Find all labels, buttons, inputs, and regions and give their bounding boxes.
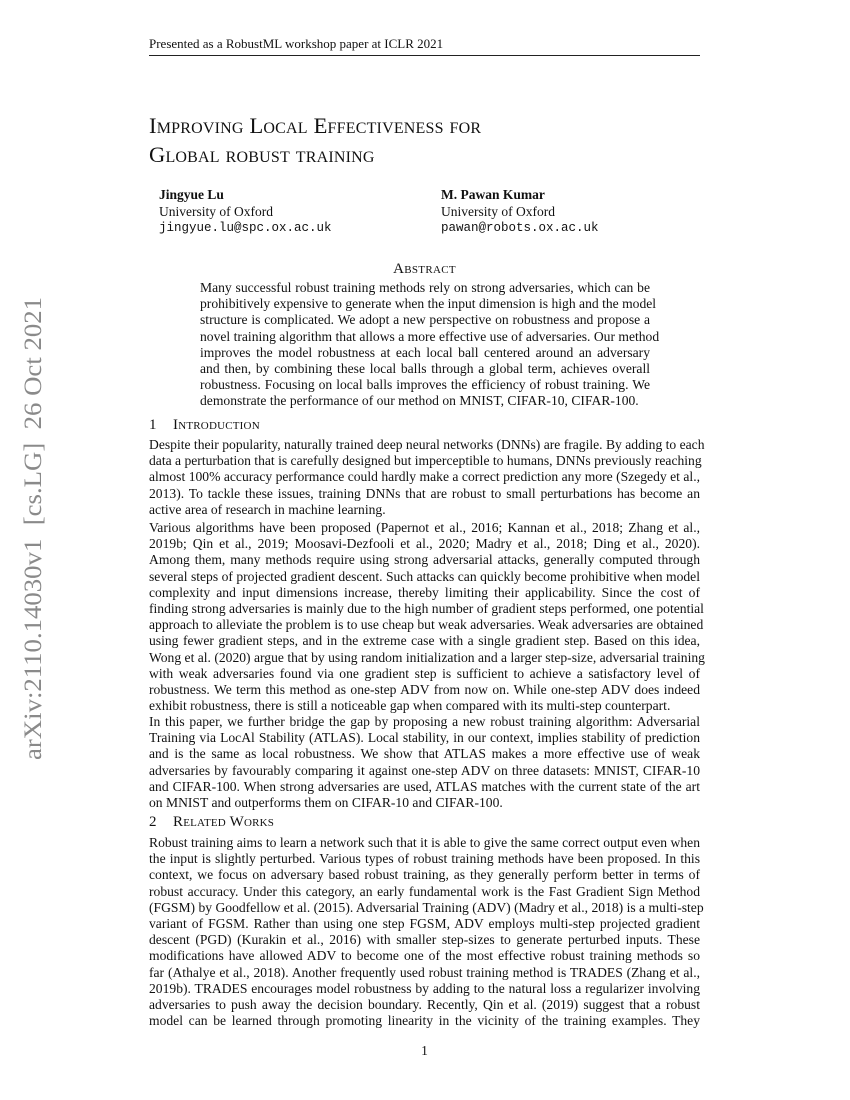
text-line: Training via LocAl Stability (ATLAS). Local stability, in our context, implies stability of prediction — [149, 730, 700, 746]
text-line: robustness. We term this method as one-step ADV from now on. While one-step ADV does indeed — [149, 682, 700, 698]
abstract-line: demonstrate the performance of our method on MNIST, CIFAR-10, CIFAR-100. — [200, 393, 639, 409]
text-line: descent (PGD) (Kurakin et al., 2016) with smaller step-sizes to generate perturbed inputs. These — [149, 932, 700, 948]
section-title: Related Works — [173, 814, 275, 830]
text-line: modifications have allowed ADV to become one of the most effective robust training methods so — [149, 948, 700, 964]
arxiv-sidebar-identifier — [10, 297, 50, 762]
text-line: robust accuracy. Under this category, an early fundamental work is the Fast Gradient Sign Method — [149, 883, 700, 899]
text-line: and is the same as local robustness. We show that ATLAS makes a more effective use of weak — [149, 746, 700, 762]
abstract-heading: Abstract — [393, 261, 456, 277]
text-line: 2019b). TRADES encourages model robustness by adding to the natural loss a regularizer involving — [149, 980, 700, 996]
author-affiliation: University of Oxford — [159, 203, 273, 219]
section-heading-related-works — [149, 814, 700, 831]
abstract-line: Many successful robust training methods rely on strong adversaries, which can be — [200, 280, 650, 295]
author-affiliation: University of Oxford — [441, 203, 555, 219]
text-line: context, we focus on adversary based robust training, as they generally perform better in terms of — [149, 867, 700, 883]
text-line: approach to alleviate the problem is to use cheap but weak adversaries. Weak adversaries are obtained — [149, 617, 704, 633]
text-line: almost 100% accuracy performance could hardly make a correct prediction any more (Szegedy et al., — [149, 469, 700, 485]
section-number: 2 — [149, 814, 157, 830]
author-block-2 — [441, 187, 599, 237]
abstract-line: and then, by combining these local balls through a global term, achieves overall — [200, 361, 650, 377]
author-email[interactable]: pawan@robots.ox.ac.uk — [441, 221, 599, 235]
text-line: model can be learned through promoting linearity in the vicinity of the training examples. They — [149, 1013, 700, 1029]
paper-title — [149, 111, 700, 169]
text-line: exhibit robustness, there is still a noticeable gap when compared with its multi-step counterpart. — [149, 698, 671, 714]
text-line: Wong et al. (2020) argue that by using random initialization and a larger step-size, adversarial training — [149, 649, 705, 665]
intro-paragraph-2 — [149, 520, 705, 714]
author-name: Jingyue Lu — [159, 187, 224, 202]
text-line: Robust training aims to learn a network such that it is able to give the same correct output even when — [149, 835, 700, 850]
header-rule — [149, 55, 700, 56]
text-line: 2013). To tackle these issues, training DNNs that are robust to small perturbations has become an — [149, 485, 700, 501]
text-line: adversaries to push away the decision boundary. Recently, Qin et al. (2019) suggest that a robust — [149, 997, 700, 1013]
text-line: Despite their popularity, naturally trained deep neural networks (DNNs) are fragile. By adding to each — [149, 437, 705, 452]
text-line: on MNIST and outperforms them on CIFAR-10 and CIFAR-100. — [149, 795, 503, 811]
text-line: several steps of projected gradient descent. Such attacks can quickly become prohibitive when model — [149, 568, 700, 584]
author-email[interactable]: jingyue.lu@spc.ox.ac.uk — [159, 221, 332, 235]
abstract-line: improves the model robustness at each local ball centered around an adversary — [200, 344, 650, 360]
text-line: the input is slightly perturbed. Various types of robust training methods have been proposed. In this — [149, 851, 700, 867]
author-name: M. Pawan Kumar — [441, 187, 545, 202]
abstract-line: robustness. Focusing on local balls improves the efficiency of robust training. We — [200, 377, 650, 393]
text-line: Various algorithms have been proposed (Papernot et al., 2016; Kannan et al., 2018; Zhang et al., — [149, 520, 700, 535]
text-line: far (Athalye et al., 2018). Another frequently used robust training method is TRADES (Zhang et al., — [149, 964, 700, 980]
title-line-1: Improving Local Effectiveness for — [149, 113, 482, 138]
text-line: In this paper, we further bridge the gap by proposing a new robust training algorithm: Adversarial — [149, 714, 700, 729]
text-line: complexity and input dimensions increase, thereby limiting their applicability. Since the cost of — [149, 584, 700, 600]
intro-paragraph-1 — [149, 437, 705, 518]
text-line: with weak adversaries found via one gradient step is sufficient to achieve a satisfactory level of — [149, 665, 700, 681]
text-line: Among them, many methods require using strong adversarial attacks, generally computed through — [149, 552, 700, 568]
text-line: using fewer gradient steps, and in the extreme case with a single gradient step. Based on this idea, — [149, 633, 700, 649]
text-line: variant of FGSM. Rather than using one step FGSM, ADV employs multi-step projected gradient — [149, 916, 700, 932]
abstract-body — [200, 280, 660, 410]
text-line: adversaries by favourably comparing it against one-step ADV on three datasets: MNIST, CIFAR-10 — [149, 762, 700, 778]
text-line: active area of research in machine learning. — [149, 501, 386, 517]
abstract-line: prohibitively expensive to generate when the input dimension is high and the model — [200, 296, 657, 312]
section-title: Introduction — [173, 417, 260, 433]
related-works-paragraph-1 — [149, 835, 704, 1029]
arxiv-id-text: arXiv:2110.14030v1 [cs.LG] 26 Oct 2021 — [20, 327, 47, 760]
section-number: 1 — [149, 417, 157, 433]
page-number: 1 — [421, 1043, 428, 1058]
author-block-1 — [159, 187, 332, 237]
text-line: finding strong adversaries is mainly due to the high number of gradient steps performed, one potential — [149, 601, 704, 617]
text-line: data a perturbation that is carefully designed but imperceptible to humans, DNNs previously reaching — [149, 453, 702, 469]
abstract-line: novel training algorithm that allows a more effective use of adversaries. Our method — [200, 328, 660, 344]
text-line: and CIFAR-100. When strong adversaries are used, ATLAS matches with the current state of the art — [149, 778, 700, 794]
running-header: Presented as a RobustML workshop paper at ICLR 2021 — [149, 36, 444, 51]
text-line: (FGSM) by Goodfellow et al. (2015). Adversarial Training (ADV) (Madry et al., 2018) is a multi-step — [149, 899, 704, 915]
text-line: 2019b; Qin et al., 2019; Moosavi-Dezfooli et al., 2020; Madry et al., 2018; Ding et al., 2020). — [149, 536, 700, 552]
section-heading-introduction — [149, 417, 700, 434]
intro-paragraph-3 — [149, 714, 700, 811]
title-line-2: Global robust training — [149, 142, 375, 167]
abstract-line: structure is complicated. We adopt a new perspective on robustness and propose a — [200, 312, 650, 328]
